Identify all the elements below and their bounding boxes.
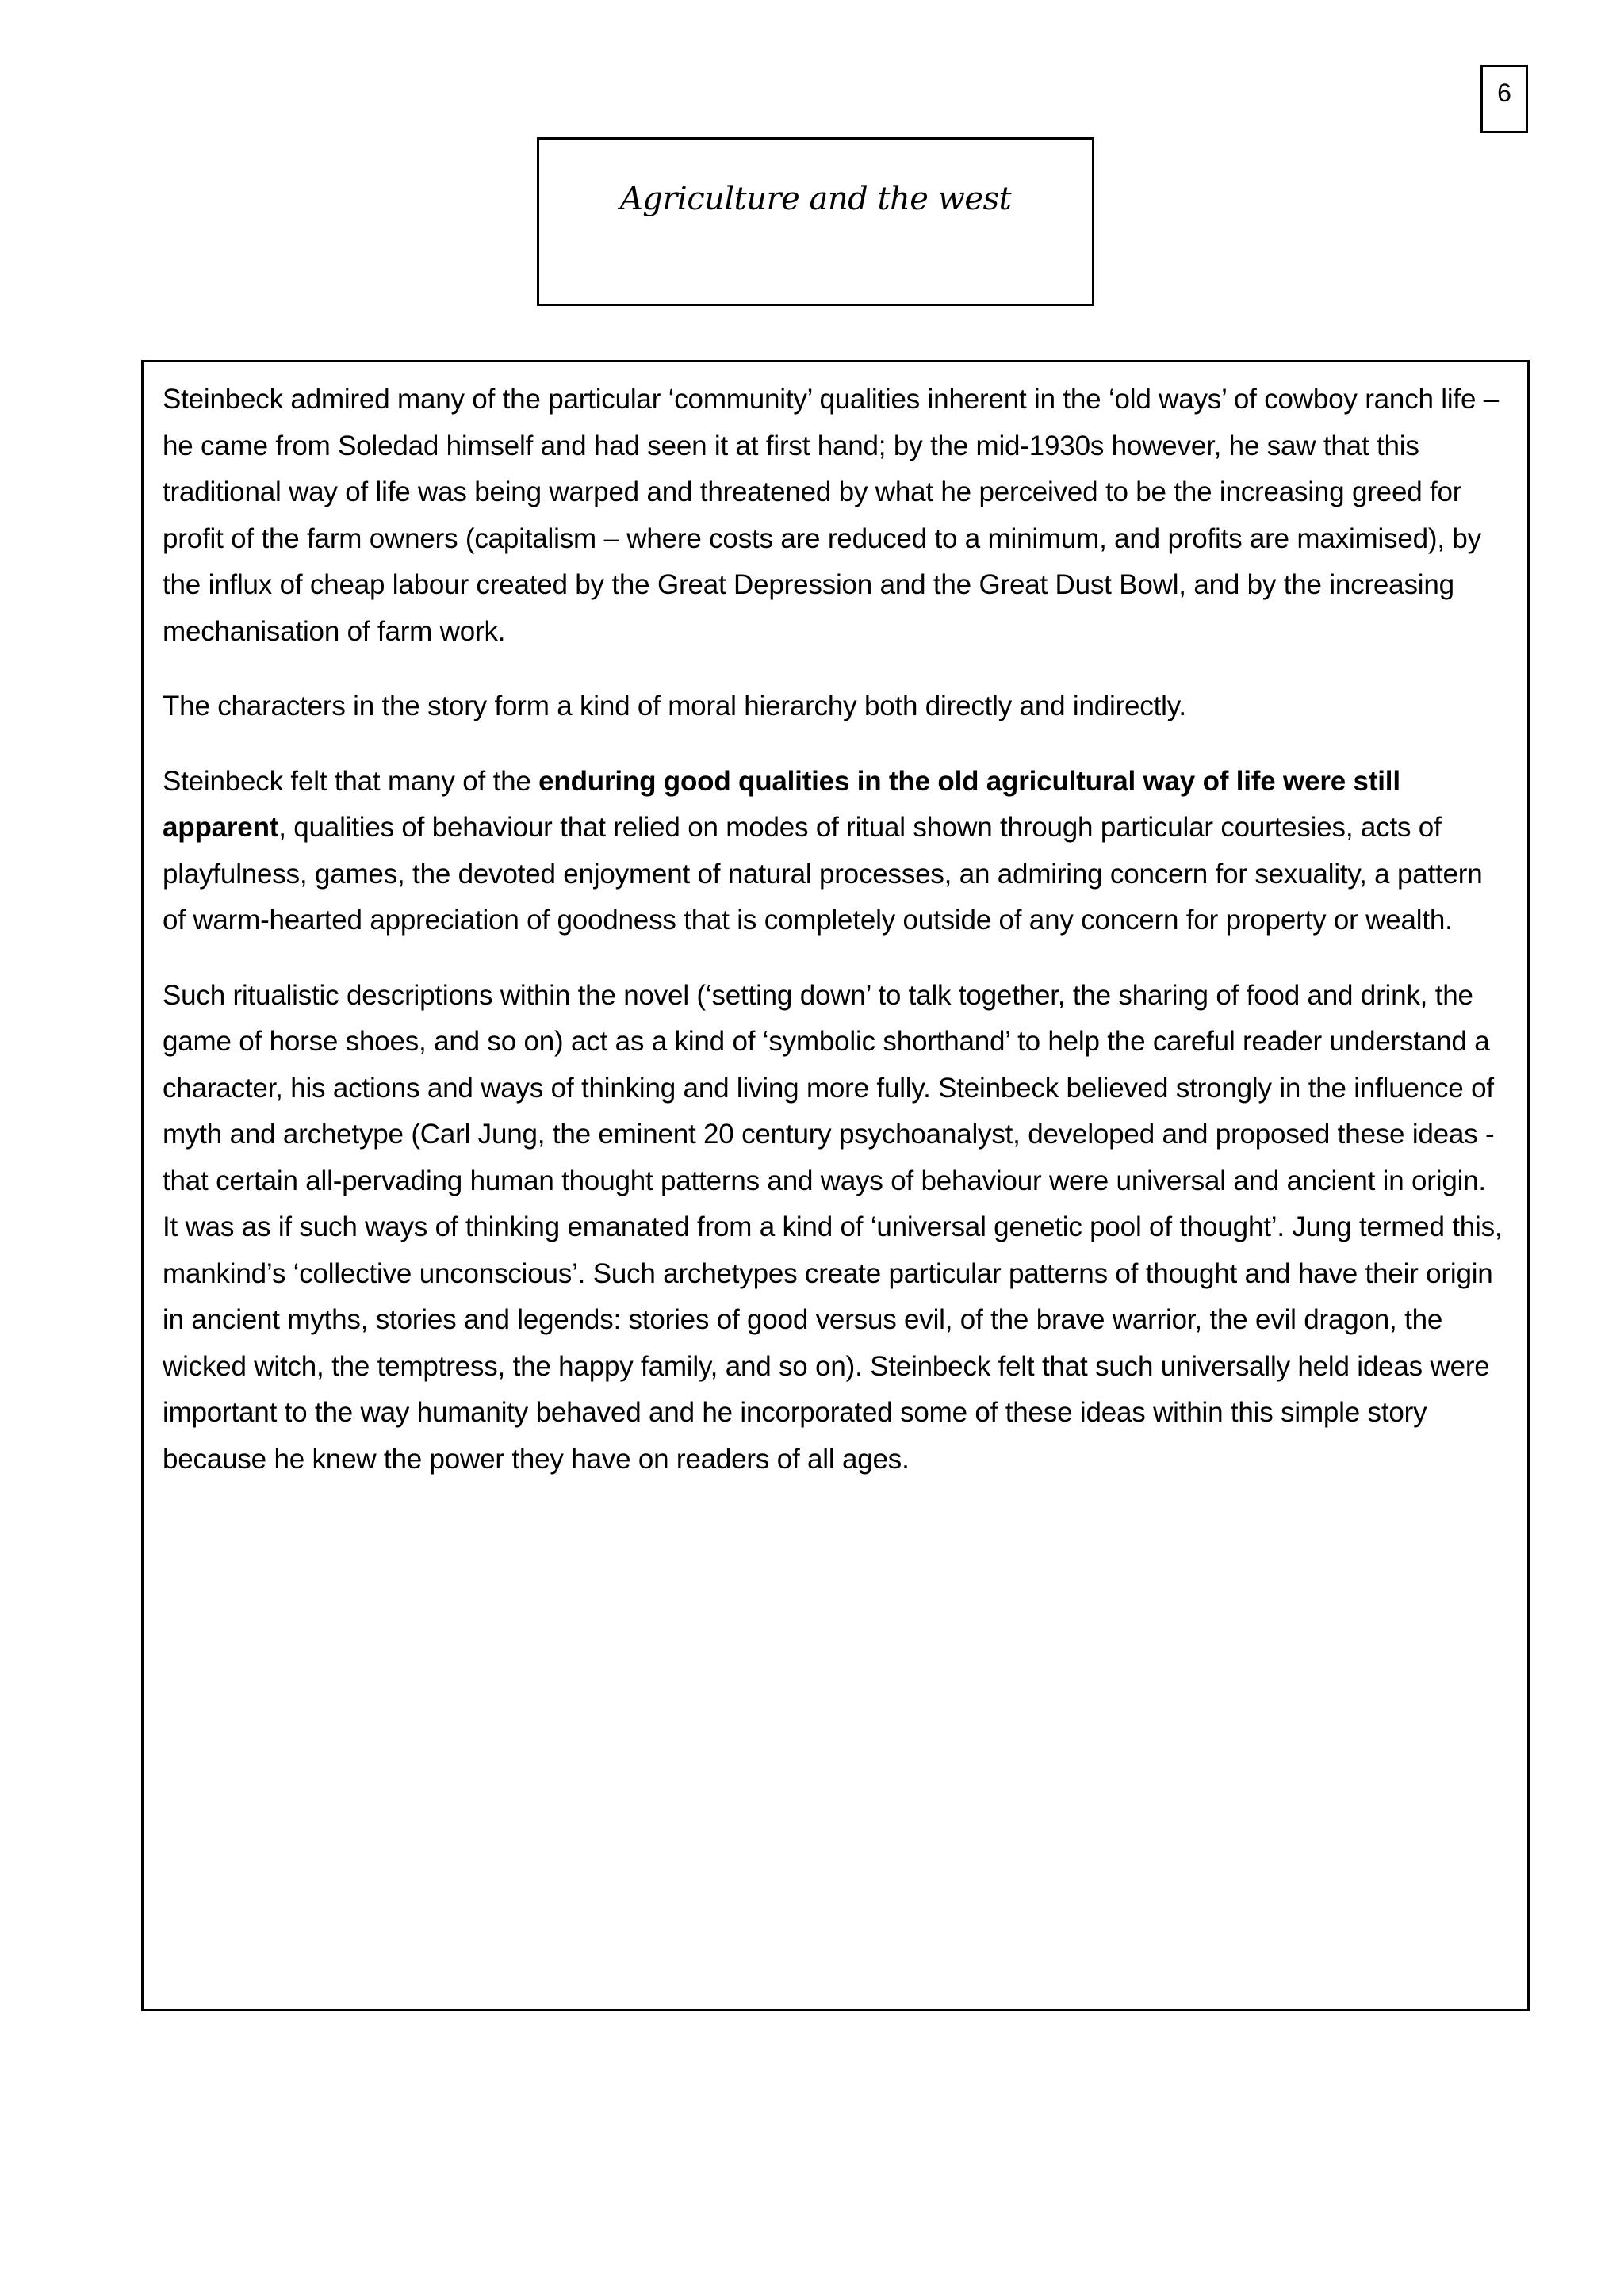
paragraph-context: Steinbeck admired many of the particular ‘community’ qualities inherent in the ‘old ways’ of cowboy ranch life – he came from Soledad himself and had seen it at first hand; by the mid-1930s however, he saw that this traditional way of life was being warped and threatened by what he perceived to be the increasing greed for profit of the farm owners (capitalism – where costs are reduced to a minimum, and profits are maximised), by the influx of cheap labour created by the Great Depression and the Great Dust Bowl, and by the increasing mechanisation of farm work.: [163, 384, 1500, 647]
paragraph-good-qualities-rest: , qualities of behaviour that relied on modes of ritual shown through particular courtesies, acts of playfulness, games, the devoted enjoyment of natural processes, an admiring concern for sexuality, a pattern of warm-hearted appreciation of goodness that is completely outside of any concern for property or wealth.: [163, 812, 1483, 936]
paragraph-good-qualities-intro: Steinbeck felt that many of the: [163, 765, 539, 797]
paragraph-moral-hierarchy: The characters in the story form a kind of moral hierarchy both directly and indirectly.: [163, 691, 1186, 721]
content-box: [141, 360, 1530, 2011]
page-number: 6: [1480, 65, 1528, 133]
paragraph-good-qualities-emphasis: enduring good qualities in the old agricultural way of life were still apparent: [163, 765, 1400, 843]
title-box: [537, 137, 1094, 306]
page-title: Agriculture and the west: [619, 181, 1012, 217]
paragraph-good-qualities: [163, 759, 1508, 944]
paragraph-archetypes: Such ritualistic descriptions within the novel (‘setting down’ to talk together, the sharing of food and drink, the game of horse shoes, and so on) act as a kind of ‘symbolic shorthand’ to help the careful reader understand a character, his actions and ways of thinking and living more fully. Steinbeck believed strongly in the influence of myth and archetype (Carl Jung, the eminent 20 century psychoanalyst, developed and proposed these ideas - that certain all-pervading human thought patterns and ways of behaviour were universal and ancient in origin. It was as if such ways of thinking emanated from a kind of ‘universal genetic pool of thought’. Jung termed this, mankind’s ‘collective unconscious’. Such archetypes create particular patterns of thought and have their origin in ancient myths, stories and legends: stories of good versus evil, of the brave warrior, the evil dragon, the wicked witch, the temptress, the happy family, and so on). Steinbeck felt that such universally held ideas were important to the way humanity behaved and he incorporated some of these ideas within this simple story because he knew the power they have on readers of all ages.: [163, 979, 1503, 1475]
